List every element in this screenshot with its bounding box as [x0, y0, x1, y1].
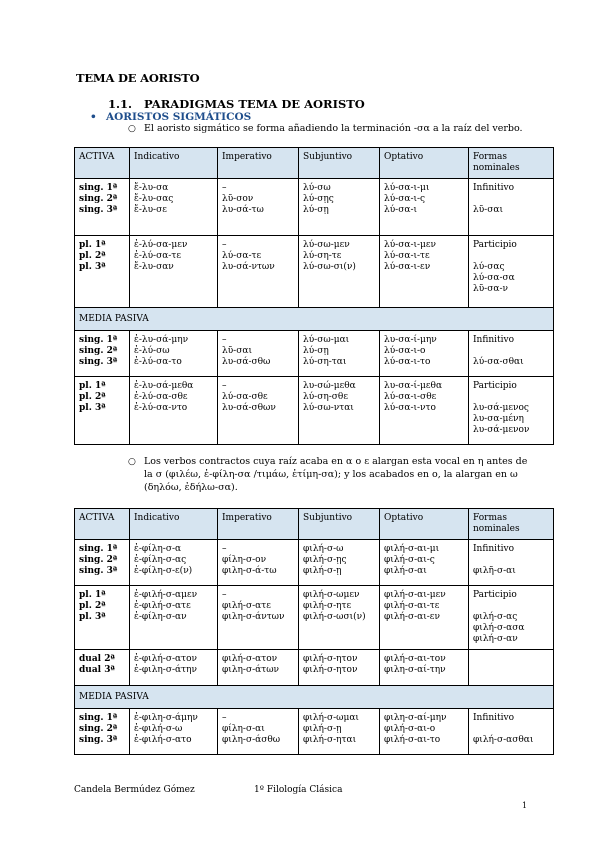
form-line: ἐ-λύ-σα-ντο [134, 403, 188, 413]
optativo-cell [380, 236, 469, 308]
form-line: ἐ-φιλή-σ-ω [134, 724, 183, 734]
formas-nominales-cell [469, 540, 554, 586]
form-line: φιλή-σ-αι-μεν [384, 590, 446, 600]
form-line: λύ-σα-ι-ς [384, 194, 426, 204]
header-optativo: Optativo [380, 509, 469, 540]
form-line: sing. 1ª [79, 335, 118, 345]
form-line: λύ-σα-σθαι [473, 357, 524, 367]
person-label [75, 709, 130, 755]
form-line: pl. 2ª [79, 601, 106, 611]
imperativo-cell [218, 179, 299, 236]
form-line [473, 346, 549, 357]
form-line: λυ-σα-ί-μην [384, 335, 437, 345]
form-line [473, 194, 549, 205]
form-line: ἐ-φίλη-σ-α [134, 544, 182, 554]
form-line: φιλη-σ-άτων [222, 665, 280, 675]
form-line: dual 2ª [79, 654, 115, 664]
person-label [75, 586, 130, 650]
form-line: λυ-σά-ντων [222, 262, 275, 272]
header-optativo: Optativo [380, 148, 469, 179]
form-line: ἐ-λύ-σα-μεν [134, 240, 188, 250]
form-line: – [222, 590, 227, 600]
header-activa: ACTIVA [75, 509, 130, 540]
note-contract [128, 455, 528, 493]
bullet-marker: • [90, 111, 97, 123]
form-line: ἐ-λύ-σα-το [134, 357, 182, 367]
header-activa: ACTIVA [75, 148, 130, 179]
indicativo-cell [130, 709, 218, 755]
optativo-cell [380, 709, 469, 755]
form-line [473, 601, 549, 612]
form-line: φιλή-σ-ωμαι [303, 713, 359, 723]
form-line: λύ-ση-ται [303, 357, 347, 367]
subjuntivo-cell [299, 377, 380, 445]
form-line: λύ-σῃ [303, 346, 329, 356]
form-line: φιλή-σ-ασθαι [473, 735, 534, 745]
form-line: sing. 3ª [79, 566, 118, 576]
imperativo-cell [218, 540, 299, 586]
form-line: ἐ-λυ-σά-μεθα [134, 381, 194, 391]
form-line: λύ-σα-ι-ο [384, 346, 426, 356]
form-line: λύ-ση-σθε [303, 392, 349, 402]
form-line: λύ-σω-μεν [303, 240, 350, 250]
paradigm-table-luo [74, 147, 554, 445]
subjuntivo-cell [299, 586, 380, 650]
form-line: λυ-σά-σθω [222, 357, 271, 367]
imperativo-cell [218, 709, 299, 755]
form-line: φιλή-σ-αι-εν [384, 612, 440, 622]
formas-nominales-cell [469, 331, 554, 377]
form-line: sing. 1ª [79, 183, 118, 193]
form-line [473, 251, 549, 262]
form-line: – [222, 544, 227, 554]
form-line: pl. 1ª [79, 381, 106, 391]
optativo-cell [380, 179, 469, 236]
table-row [75, 377, 554, 445]
imperativo-cell [218, 650, 299, 686]
page-title: TEMA DE AORISTO [76, 71, 200, 85]
form-line: φίλη-σ-ον [222, 555, 267, 565]
imperativo-cell [218, 377, 299, 445]
formas-nominales-cell [469, 236, 554, 308]
form-line: φιλη-σ-αί-μην [384, 713, 447, 723]
table-row [75, 236, 554, 308]
form-line: λύ-σα-ι [384, 205, 418, 215]
form-line: pl. 2ª [79, 251, 106, 261]
form-line: λῦ-σα-ν [473, 284, 508, 294]
form-line: sing. 2ª [79, 346, 118, 356]
indicativo-cell [130, 540, 218, 586]
subjuntivo-cell [299, 650, 380, 686]
page-number: 1 [522, 801, 528, 810]
form-line: φιλή-σ-ω [303, 544, 344, 554]
form-line: φιλή-σ-ατον [222, 654, 278, 664]
form-line: λύ-σω-σι(ν) [303, 262, 356, 272]
form-line: λυ-σα-μένη [473, 414, 524, 424]
form-line: ἐ-φιλη-σ-άμην [134, 713, 198, 723]
form-line: φιλή-σ-αι [384, 566, 427, 576]
section-title: PARADIGMAS TEMA DE AORISTO [144, 97, 365, 111]
form-line: Infinitivo [473, 335, 515, 345]
subjuntivo-cell [299, 331, 380, 377]
form-line: λύ-σα-ι-εν [384, 262, 431, 272]
form-line: sing. 3ª [79, 735, 118, 745]
form-line: pl. 3ª [79, 262, 106, 272]
form-line: φιλή-σ-ας [473, 612, 518, 622]
form-line: φίλη-σ-αι [222, 724, 265, 734]
form-line: pl. 3ª [79, 403, 106, 413]
header-formas-nominales: Formas nominales [469, 509, 554, 540]
form-line: λῦ-σαι [222, 346, 252, 356]
form-line: sing. 1ª [79, 544, 118, 554]
form-line: λυ-σά-μενον [473, 425, 530, 435]
form-line: Participio [473, 590, 517, 600]
paradigm-table-phileo [74, 508, 554, 755]
form-line: φιλή-σ-ῃς [303, 555, 347, 565]
formas-nominales-cell [469, 377, 554, 445]
optativo-cell [380, 377, 469, 445]
optativo-cell [380, 586, 469, 650]
form-line [473, 555, 549, 566]
header-imperativo: Imperativo [218, 509, 299, 540]
formas-nominales-cell [469, 650, 554, 686]
section-label: MEDIA PASIVA [75, 308, 554, 331]
form-line: φιλή-σ-αι-ς [384, 555, 435, 565]
form-line: λύ-σω-μαι [303, 335, 350, 345]
form-line: φιλή-σ-ωμεν [303, 590, 360, 600]
note-marker: ○ [128, 457, 136, 467]
form-line: – [222, 240, 227, 250]
form-line: φιλη-σ-άσθω [222, 735, 281, 745]
form-line: – [222, 381, 227, 391]
form-line: ἐ-λύ-σα-τε [134, 251, 181, 261]
person-label [75, 331, 130, 377]
section-label: MEDIA PASIVA [75, 686, 554, 709]
form-line: ἐ-φιλή-σ-ατον [134, 654, 197, 664]
form-line: ἔ-λυ-σαν [134, 262, 174, 272]
form-line: λύ-σα-σα [473, 273, 515, 283]
form-line: φιλή-σ-ῃ [303, 566, 342, 576]
form-line: λῦ-σον [222, 194, 254, 204]
form-line: ἐ-λυ-σά-μην [134, 335, 189, 345]
form-line: sing. 2ª [79, 555, 118, 565]
form-line: ἐ-φίλη-σ-ε(ν) [134, 566, 193, 576]
form-line: φιλή-σ-ῃ [303, 724, 342, 734]
form-line: sing. 3ª [79, 357, 118, 367]
form-line: λύ-σα-τε [222, 251, 262, 261]
form-line: pl. 1ª [79, 590, 106, 600]
table-row [75, 650, 554, 686]
form-line: φιλη-σ-ά-τω [222, 566, 277, 576]
header-row [75, 509, 554, 540]
header-subjuntivo: Subjuntivo [299, 509, 380, 540]
form-line: – [222, 335, 227, 345]
form-line: dual 3ª [79, 665, 115, 675]
form-line: ἔ-λυ-σε [134, 205, 167, 215]
form-line: φιλή-σ-αν [473, 634, 518, 644]
form-line: λύ-σα-ι-σθε [384, 392, 437, 402]
form-line: λύ-σῃς [303, 194, 334, 204]
form-line: φιλή-σ-ηται [303, 735, 357, 745]
form-line: ἔ-λυ-σας [134, 194, 174, 204]
form-line: λύ-σω [303, 183, 331, 193]
header-formas-nominales: Formas nominales [469, 148, 554, 179]
note-text: El aoristo sigmático se forma añadiendo la terminación -σα a la raíz del verbo. [144, 123, 523, 134]
form-line: ἐ-λύ-σα-σθε [134, 392, 188, 402]
person-label [75, 179, 130, 236]
form-line: ἐ-φιλή-σ-ατο [134, 735, 192, 745]
form-line: λυ-σά-τω [222, 205, 264, 215]
form-line: ἐ-φιλή-σ-ατε [134, 601, 191, 611]
form-line: ἐ-φιλη-σ-άτην [134, 665, 197, 675]
footer-author: Candela Bermúdez Gómez [74, 785, 195, 795]
form-line: φιλη-σ-άντων [222, 612, 285, 622]
form-line: λύ-σα-ι-μεν [384, 240, 437, 250]
form-line: ἔ-λυ-σα [134, 183, 169, 193]
indicativo-cell [130, 650, 218, 686]
form-line: ἐ-φιλή-σ-αμεν [134, 590, 198, 600]
note-marker: ○ [128, 124, 136, 134]
form-line: λύ-σα-σθε [222, 392, 268, 402]
form-line: λυ-σά-μενος [473, 403, 529, 413]
header-row [75, 148, 554, 179]
note-text: Los verbos contractos cuya raíz acaba en α o ε alargan esta vocal en η antes de la σ (φιλέω, ἐ-φίλη-σα /τιμάω, ἐτίμη-σα); y los acabados en ο, la alargan en ω (δηλόω, ἐδήλω-σα). [144, 456, 528, 493]
formas-nominales-cell [469, 709, 554, 755]
form-line: φιλή-σ-αι-μι [384, 544, 440, 554]
form-line: φιλή-σ-ασα [473, 623, 525, 633]
form-line: λυ-σα-ί-μεθα [384, 381, 443, 391]
section-row-media-pasiva [75, 686, 554, 709]
form-line [473, 724, 549, 735]
form-line: φιλή-σ-αι-το [384, 735, 441, 745]
header-subjuntivo: Subjuntivo [299, 148, 380, 179]
table-row [75, 586, 554, 650]
subjuntivo-cell [299, 179, 380, 236]
footer-course: 1º Filología Clásica [254, 785, 343, 795]
form-line: pl. 3ª [79, 612, 106, 622]
formas-nominales-cell [469, 586, 554, 650]
form-line: λῦ-σαι [473, 205, 503, 215]
form-line: λυ-σά-σθων [222, 403, 276, 413]
form-line: λύ-σα-ι-ντο [384, 403, 436, 413]
form-line: Participio [473, 381, 517, 391]
form-line: sing. 1ª [79, 713, 118, 723]
form-line: ἐ-λύ-σω [134, 346, 170, 356]
form-line: – [222, 713, 227, 723]
person-label [75, 540, 130, 586]
form-line: φιλή-σ-αι-ο [384, 724, 436, 734]
person-label [75, 236, 130, 308]
indicativo-cell [130, 236, 218, 308]
form-line: φιλή-σ-ητον [303, 654, 358, 664]
imperativo-cell [218, 586, 299, 650]
form-line: λύ-σα-ι-το [384, 357, 431, 367]
form-line: λύ-σα-ι-μι [384, 183, 430, 193]
section-number: 1.1. [108, 97, 133, 111]
table-row [75, 331, 554, 377]
form-line: φιλή-σ-ωσι(ν) [303, 612, 366, 622]
table-row [75, 709, 554, 755]
form-line: Infinitivo [473, 713, 515, 723]
form-line: Participio [473, 240, 517, 250]
person-label [75, 650, 130, 686]
header-indicativo: Indicativo [130, 148, 218, 179]
header-imperativo: Imperativo [218, 148, 299, 179]
form-line: φιλή-σ-ατε [222, 601, 271, 611]
table-row [75, 179, 554, 236]
indicativo-cell [130, 586, 218, 650]
table-row [75, 540, 554, 586]
person-label [75, 377, 130, 445]
subjuntivo-cell [299, 709, 380, 755]
form-line: λύ-ση-τε [303, 251, 342, 261]
indicativo-cell [130, 377, 218, 445]
form-line: Infinitivo [473, 183, 515, 193]
imperativo-cell [218, 236, 299, 308]
subjuntivo-cell [299, 540, 380, 586]
form-line: λύ-σῃ [303, 205, 329, 215]
form-line: sing. 3ª [79, 205, 118, 215]
form-line: ἐ-φίλη-σ-ας [134, 555, 187, 565]
form-line: sing. 2ª [79, 194, 118, 204]
subjuntivo-cell [299, 236, 380, 308]
form-line: λύ-σω-νται [303, 403, 354, 413]
optativo-cell [380, 650, 469, 686]
indicativo-cell [130, 179, 218, 236]
form-line: φιλή-σ-ητον [303, 665, 358, 675]
header-indicativo: Indicativo [130, 509, 218, 540]
form-line: φιλή-σ-ητε [303, 601, 352, 611]
form-line: λύ-σας [473, 262, 505, 272]
formas-nominales-cell [469, 179, 554, 236]
form-line: pl. 2ª [79, 392, 106, 402]
form-line: pl. 1ª [79, 240, 106, 250]
form-line: λύ-σα-ι-τε [384, 251, 430, 261]
optativo-cell [380, 540, 469, 586]
note-sigmatic [128, 122, 528, 136]
form-line: λυ-σώ-μεθα [303, 381, 356, 391]
imperativo-cell [218, 331, 299, 377]
form-line: φιλῆ-σ-αι [473, 566, 516, 576]
form-line: φιλή-σ-αι-τε [384, 601, 440, 611]
form-line: sing. 2ª [79, 724, 118, 734]
form-line: φιλη-σ-αί-την [384, 665, 446, 675]
form-line: – [222, 183, 227, 193]
bullet-heading-text: AORISTOS SIGMÁTICOS [106, 111, 252, 123]
optativo-cell [380, 331, 469, 377]
indicativo-cell [130, 331, 218, 377]
section-row-media-pasiva [75, 308, 554, 331]
section-heading [108, 97, 365, 111]
form-line: ἐ-φίλη-σ-αν [134, 612, 187, 622]
form-line: Infinitivo [473, 544, 515, 554]
form-line [473, 392, 549, 403]
form-line: φιλή-σ-αι-τον [384, 654, 446, 664]
